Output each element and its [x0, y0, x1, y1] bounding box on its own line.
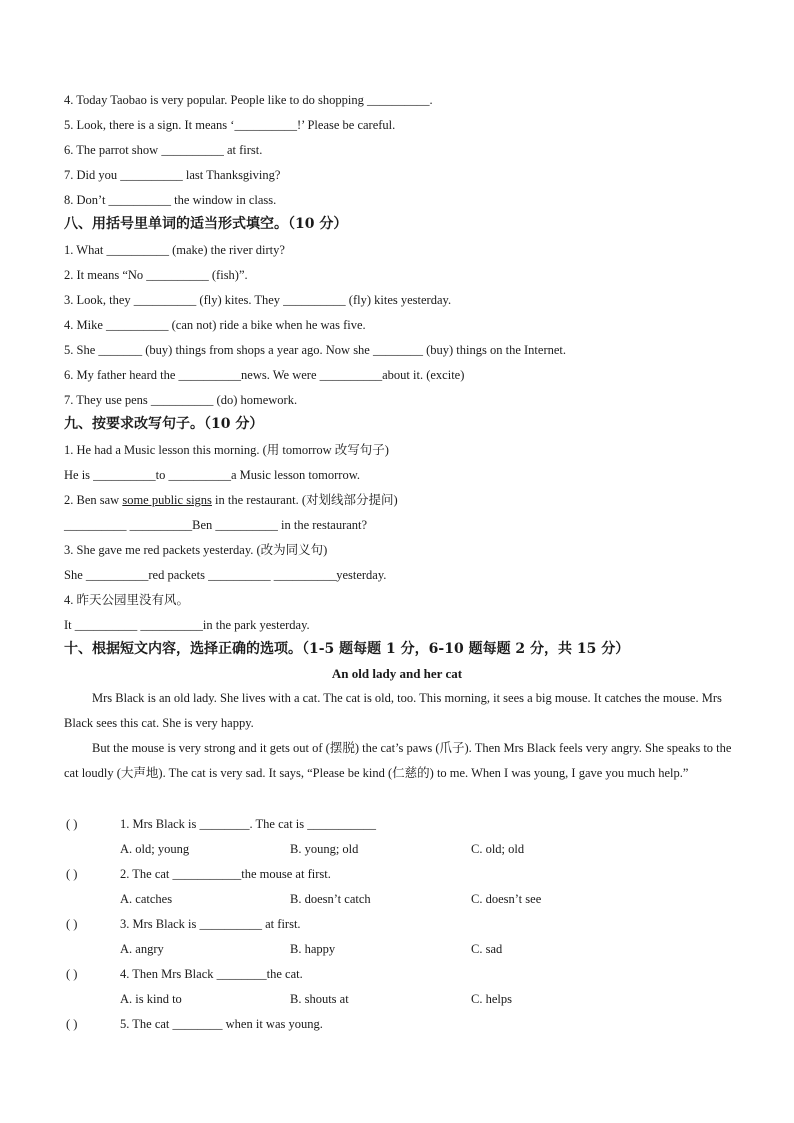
answer-paren-1: ( ): [66, 817, 78, 831]
mc-question-4: 4. Then Mrs Black ________the cat.: [120, 967, 303, 981]
option-2a: A. catches: [120, 892, 173, 906]
q2-text-end: in the restaurant. (对划线部分提问): [211, 493, 398, 507]
passage-title: An old lady and her cat: [331, 666, 463, 681]
mc-question-1: 1. Mrs Black is ________. The cat is ___________: [120, 817, 376, 831]
option-3c: C. sad: [471, 942, 503, 956]
section-9-heading: 九、按要求改写句子。（10 分）: [64, 416, 264, 432]
section-9-question-3: 3. She gave me red packets yesterday. (改为同义句): [64, 543, 328, 557]
section-8-item-5: 5. She _______ (buy) things from shops a year ago. Now she ________ (buy) things on the Internet.: [64, 343, 567, 357]
section-8-heading: 八、用括号里单词的适当形式填空。（10 分）: [64, 216, 348, 232]
section-8-item-7: 7. They use pens __________ (do) homework.: [64, 393, 298, 407]
answer-paren-4: ( ): [66, 967, 78, 981]
option-3b: B. happy: [290, 942, 336, 956]
option-4b: B. shouts at: [290, 992, 349, 1006]
section-8-item-3: 3. Look, they __________ (fly) kites. They __________ (fly) kites yesterday.: [64, 293, 452, 307]
answer-paren-5: ( ): [66, 1017, 78, 1031]
option-1a: A. old; young: [120, 842, 190, 856]
mc-question-5: 5. The cat ________ when it was young.: [120, 1017, 323, 1031]
fill-question-7: 7. Did you __________ last Thanksgiving?: [64, 168, 281, 182]
q2-text-start: 2. Ben saw: [64, 493, 123, 507]
section-9-question-1: 1. He had a Music lesson this morning. (用 tomorrow 改写句子): [64, 443, 389, 457]
section-9-question-2: [64, 492, 398, 508]
option-1b: B. young; old: [290, 842, 359, 856]
section-10-heading: 十、根据短文内容，选择正确的选项。（1-5 题每题 1 分，6-10 题每题 2 分，共 15 分）: [64, 641, 630, 657]
answer-paren-2: ( ): [66, 867, 78, 881]
section-9-answer-2: __________ __________Ben __________ in the restaurant?: [64, 518, 368, 532]
q2-underlined-phrase: some public signs: [122, 493, 212, 507]
section-8-item-4: 4. Mike __________ (can not) ride a bike when he was five.: [64, 318, 366, 332]
section-8-item-1: 1. What __________ (make) the river dirty?: [64, 243, 285, 257]
fill-question-6: 6. The parrot show __________ at first.: [64, 143, 263, 157]
passage-paragraph-2: But the mouse is very strong and it gets out of (摆脱) the cat’s paws (爪子). Then Mrs Black feels very angry. She speaks to the cat loudly (大声地). The cat is very sad. It says, “Please be kind (仁慈的) to me. When I was young, I gave you much help.”: [64, 741, 732, 780]
mc-question-3: 3. Mrs Black is __________ at first.: [120, 917, 301, 931]
section-8-item-2: 2. It means “No __________ (fish)”.: [64, 268, 248, 282]
section-8-item-6: 6. My father heard the __________news. We were __________about it. (excite): [64, 368, 465, 382]
mc-question-2: 2. The cat ___________the mouse at first.: [120, 867, 331, 881]
section-9-answer-1: He is __________to __________a Music lesson tomorrow.: [64, 468, 361, 482]
fill-question-4: 4. Today Taobao is very popular. People like to do shopping __________.: [64, 93, 433, 107]
option-2b: B. doesn’t catch: [290, 892, 371, 906]
option-1c: C. old; old: [471, 842, 525, 856]
option-3a: A. angry: [120, 942, 164, 956]
option-4c: C. helps: [471, 992, 512, 1006]
section-9-answer-3: She __________red packets __________ __________yesterday.: [64, 568, 387, 582]
option-2c: C. doesn’t see: [471, 892, 542, 906]
fill-question-5: 5. Look, there is a sign. It means ‘__________!’ Please be careful.: [64, 118, 396, 132]
section-9-question-4: 4. 昨天公园里没有风。: [64, 593, 190, 607]
section-9-answer-4: It __________ __________in the park yesterday.: [64, 618, 310, 632]
answer-paren-3: ( ): [66, 917, 78, 931]
fill-question-8: 8. Don’t __________ the window in class.: [64, 193, 277, 207]
option-4a: A. is kind to: [120, 992, 182, 1006]
passage-paragraph-1: Mrs Black is an old lady. She lives with a cat. The cat is old, too. This morning, it sees a big mouse. It catches the mouse. Mrs Black sees this cat. She is very happy.: [64, 691, 722, 730]
